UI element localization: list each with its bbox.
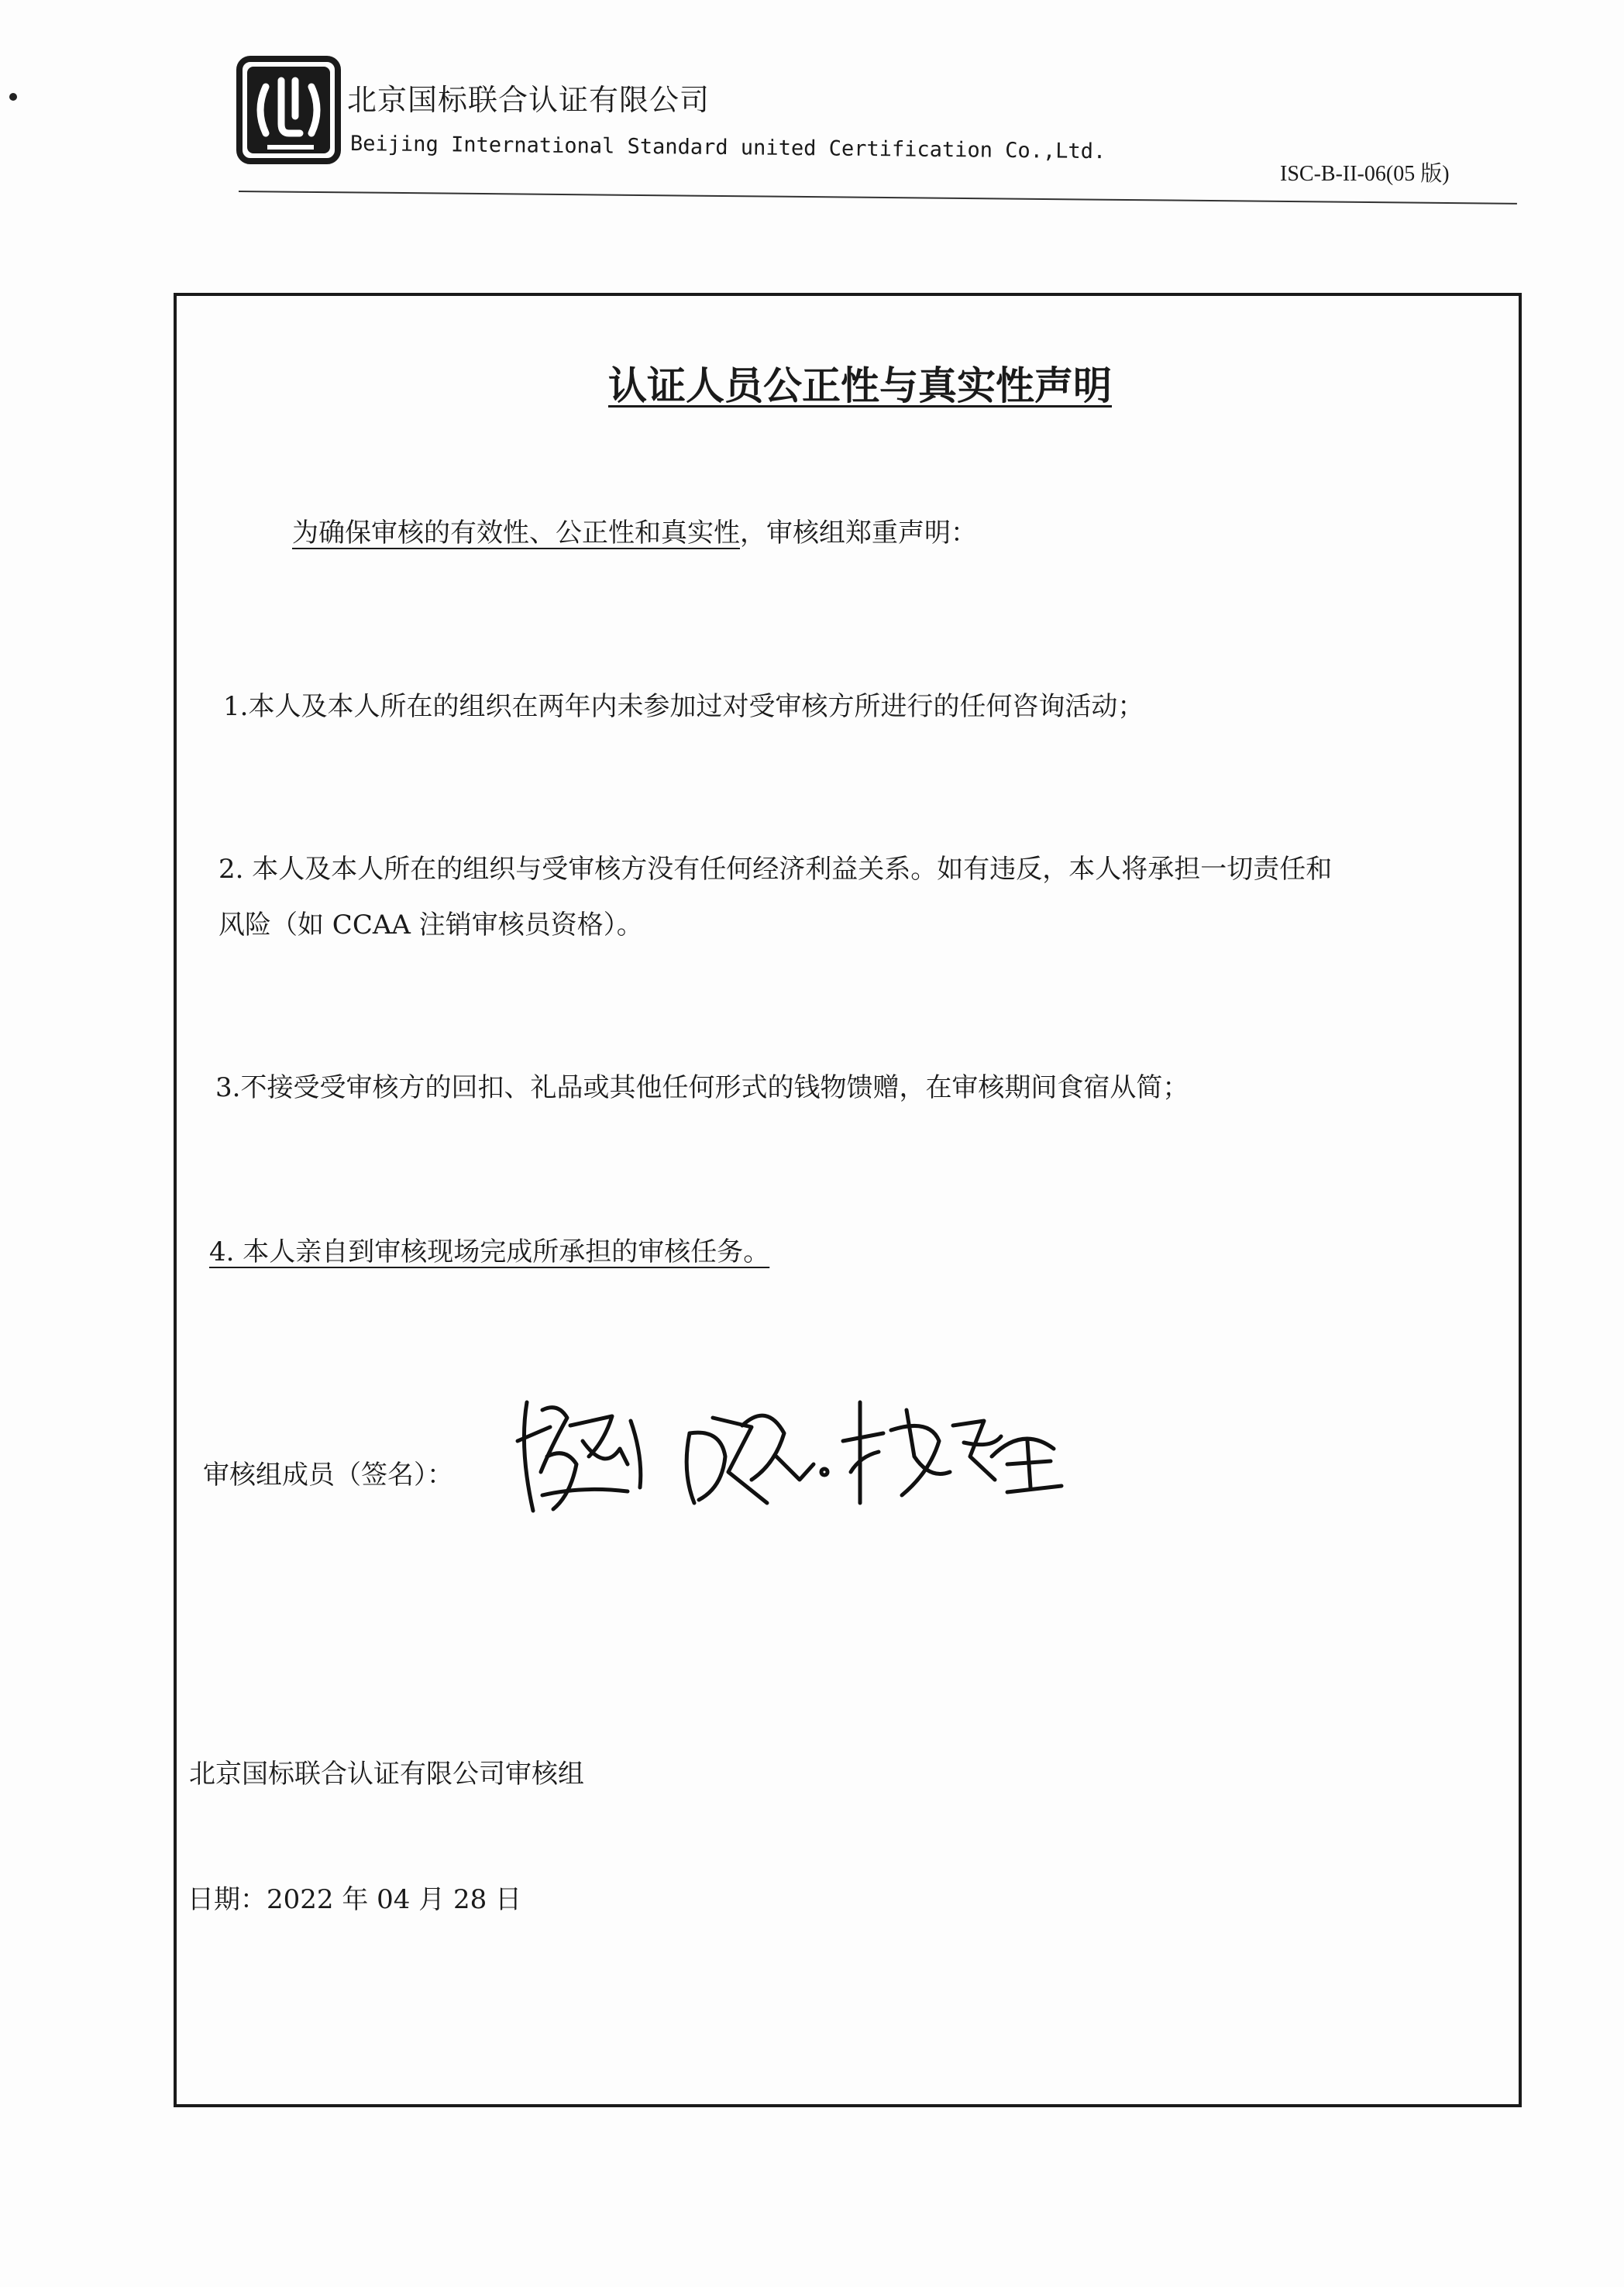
document-code: ISC-B-II-06(05 版) bbox=[1280, 162, 1450, 186]
intro-paragraph bbox=[292, 505, 977, 561]
declaration-item-2-line-1: 2. 本人及本人所在的组织与受审核方没有任何经济利益关系。如有违反，本人将承担一切责任和 bbox=[218, 854, 1333, 885]
header-divider bbox=[239, 191, 1517, 205]
company-name-cn: 北京国标联合认证有限公司 bbox=[347, 83, 710, 117]
audit-team-organization: 北京国标联合认证有限公司审核组 bbox=[189, 1759, 584, 1790]
declaration-frame bbox=[174, 293, 1522, 2107]
declaration-item-3: 3.不接受受审核方的回扣、礼品或其他任何形式的钱物馈赠，在审核期间食宿从简； bbox=[215, 1072, 1189, 1103]
signature-label: 审核组成员（签名）： bbox=[203, 1460, 453, 1491]
handwritten-signature-3 bbox=[843, 1402, 1061, 1503]
handwritten-signature-2 bbox=[686, 1415, 827, 1503]
declaration-date: 日期：2022 年 04 月 28 日 bbox=[188, 1884, 522, 1915]
intro-underlined-text: 为确保审核的有效性、公正性和真实性 bbox=[292, 518, 740, 549]
declaration-item-4 bbox=[209, 1224, 769, 1280]
page-title: 认证人员公正性与真实性声明 bbox=[608, 363, 1112, 408]
company-name-en: Beijing International Standard united Certification Co.,Ltd. bbox=[349, 132, 1106, 164]
intro-rest-text: ，审核组郑重声明： bbox=[740, 518, 977, 549]
scan-mark bbox=[9, 93, 17, 101]
company-logo-icon bbox=[236, 56, 341, 164]
declaration-item-4-text: 4. 本人亲自到审核现场完成所承担的审核任务。 bbox=[209, 1236, 770, 1267]
declaration-item-2-line-2: 风险（如 CCAA 注销审核员资格）。 bbox=[218, 910, 643, 941]
signature-area bbox=[496, 1356, 1085, 1588]
handwritten-signature-1 bbox=[518, 1402, 641, 1511]
declaration-item-1: 1.本人及本人所在的组织在两年内未参加过对受审核方所进行的任何咨询活动； bbox=[223, 691, 1144, 722]
